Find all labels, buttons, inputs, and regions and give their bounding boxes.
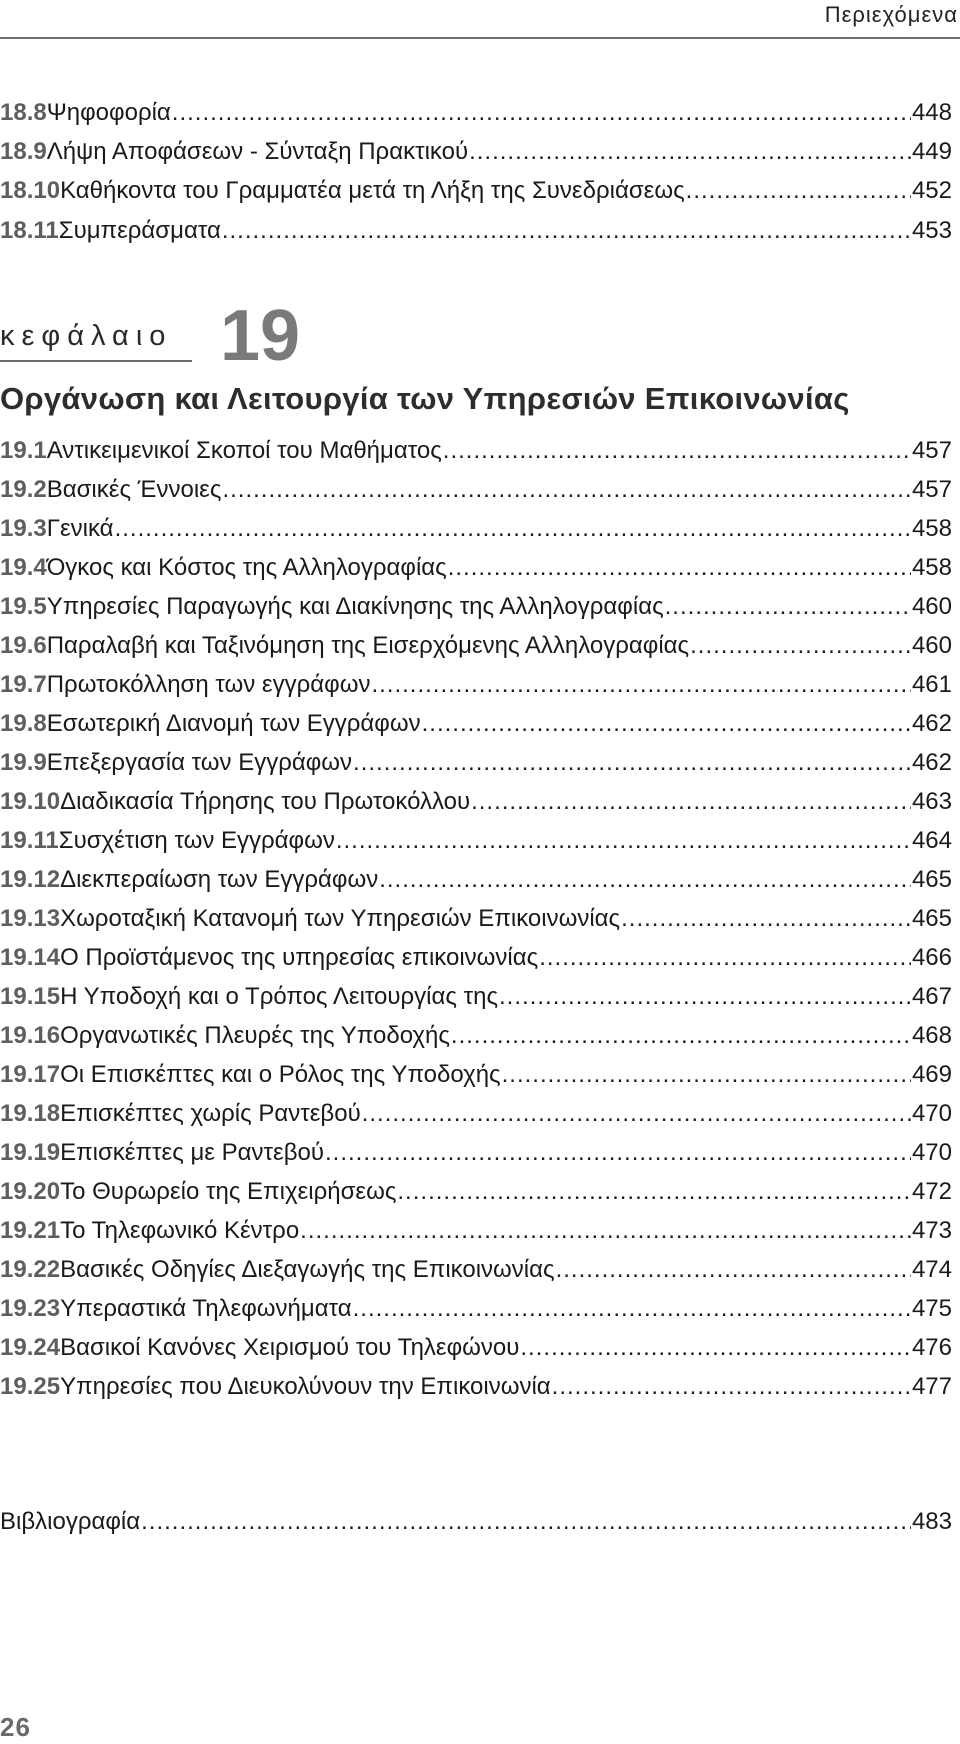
toc-entry[interactable] <box>0 627 952 665</box>
toc-entry-title: Οργανωτικές Πλευρές της Υποδοχής <box>60 1022 450 1049</box>
chapter-number: 19 <box>220 296 301 376</box>
toc-entry-page: 470 <box>911 1139 952 1166</box>
toc-entry-page: 474 <box>911 1256 952 1283</box>
toc-entry-number: 19.16 <box>0 1022 61 1049</box>
toc-entry[interactable] <box>0 978 952 1016</box>
toc-entry[interactable] <box>0 1017 952 1055</box>
toc-entry-page: 453 <box>911 217 952 244</box>
toc-entry-title: Το Θυρωρείο της Επιχειρήσεως <box>60 1178 397 1205</box>
toc-leader-dots <box>448 549 911 587</box>
toc-entry-page: 476 <box>911 1334 952 1361</box>
toc-entry[interactable] <box>0 1290 952 1328</box>
toc-entry-title: Επισκέπτες χωρίς Ραντεβού <box>60 1100 361 1127</box>
toc-leader-dots <box>222 212 911 250</box>
toc-entry-page: 467 <box>911 983 952 1010</box>
toc-leader-dots <box>300 1212 911 1250</box>
toc-entry-page: 473 <box>911 1217 952 1244</box>
toc-entry-title: Καθήκοντα του Γραμματέα μετά τη Λήξη της Συνεδριάσεως <box>60 177 685 204</box>
toc-entry-page: 449 <box>911 138 952 165</box>
toc-entry[interactable] <box>0 588 952 626</box>
toc-entry-page: 463 <box>911 788 952 815</box>
toc-entry-page: 457 <box>911 437 952 464</box>
toc-entry-title: Το Τηλεφωνικό Κέντρο <box>60 1217 300 1244</box>
toc-entry[interactable] <box>0 861 952 899</box>
toc-entry-page: 457 <box>911 476 952 503</box>
toc-entry[interactable] <box>0 1212 952 1250</box>
toc-entry-page: 452 <box>911 177 952 204</box>
toc-entry-title: Αντικειμενικοί Σκοποί του Μαθήματος <box>46 437 442 464</box>
page-number: 26 <box>0 1712 31 1742</box>
toc-entry[interactable] <box>0 432 952 470</box>
toc-leader-dots <box>397 1173 911 1211</box>
toc-entry[interactable] <box>0 822 952 860</box>
toc-entry-number: 19.1 <box>0 437 47 464</box>
toc-entry-page: 472 <box>911 1178 952 1205</box>
running-header: Περιεχόμενα <box>824 2 958 27</box>
toc-entry[interactable] <box>0 549 952 587</box>
toc-entry-number: 19.15 <box>0 983 61 1010</box>
toc-entry[interactable] <box>0 783 952 821</box>
toc-entry-title: Βιβλιογραφία <box>0 1508 141 1535</box>
toc-entry-page: 465 <box>911 866 952 893</box>
toc-entry[interactable] <box>0 1368 952 1406</box>
toc-leader-dots <box>471 783 911 821</box>
toc-entry-page: 465 <box>911 905 952 932</box>
toc-entry[interactable] <box>0 1095 952 1133</box>
toc-entry-title: Λήψη Αποφάσεων - Σύνταξη Πρακτικού <box>46 138 469 165</box>
toc-entry[interactable] <box>0 94 952 132</box>
toc-entry[interactable] <box>0 744 952 782</box>
toc-entry-page: 448 <box>911 99 952 126</box>
toc-leader-dots <box>325 1134 911 1172</box>
chapter-label-rule <box>0 360 192 362</box>
toc-entry-number: 19.10 <box>0 788 61 815</box>
toc-entry-number: 19.19 <box>0 1139 61 1166</box>
toc-entry-page: 460 <box>911 632 952 659</box>
toc-entry-title: Όγκος και Κόστος της Αλληλογραφίας <box>46 554 447 581</box>
toc-entry-page: 462 <box>911 749 952 776</box>
toc-leader-dots <box>665 588 911 626</box>
toc-entry[interactable] <box>0 1251 952 1289</box>
toc-entry-number: 19.13 <box>0 905 61 932</box>
toc-entry[interactable] <box>0 172 952 210</box>
toc-entry-number: 19.20 <box>0 1178 61 1205</box>
toc-entry-title: Ο Προϊστάμενος της υπηρεσίας επικοινωνίας <box>60 944 539 971</box>
toc-entry-title: Εσωτερική Διανομή των Εγγράφων <box>46 710 421 737</box>
toc-leader-dots <box>502 1056 911 1094</box>
toc-leader-dots <box>451 1017 911 1055</box>
toc-entry-title: Συμπεράσματα <box>58 217 221 244</box>
toc-entry-title: Βασικοί Κανόνες Χειρισμού του Τηλεφώνου <box>60 1334 520 1361</box>
toc-entry[interactable] <box>0 900 952 938</box>
toc-entry-number: 19.17 <box>0 1061 61 1088</box>
toc-leader-dots <box>552 1368 911 1406</box>
toc-leader-dots <box>362 1095 911 1133</box>
toc-leader-dots <box>686 172 911 210</box>
toc-entry[interactable] <box>0 705 952 743</box>
toc-entry-page: 468 <box>911 1022 952 1049</box>
toc-entry-title: Η Υποδοχή και ο Τρόπος Λειτουργίας της <box>60 983 499 1010</box>
toc-entry-title: Υπηρεσίες που Διευκολύνουν την Επικοινωνία <box>60 1373 551 1400</box>
toc-entry-number: 19.21 <box>0 1217 61 1244</box>
toc-entry-number: 18.11 <box>0 217 59 244</box>
toc-entry-page: 458 <box>911 515 952 542</box>
toc-entry-page: 460 <box>911 593 952 620</box>
toc-entry-page: 464 <box>911 827 952 854</box>
toc-entry-number: 19.7 <box>0 671 47 698</box>
toc-entry[interactable] <box>0 939 952 977</box>
toc-entry-title: Επεξεργασία των Εγγράφων <box>46 749 353 776</box>
toc-entry-number: 19.9 <box>0 749 47 776</box>
toc-leader-dots <box>379 861 911 899</box>
toc-entry-title: Βασικές Οδηγίες Διεξαγωγής της Επικοινωνίας <box>60 1256 555 1283</box>
toc-entry[interactable] <box>0 666 952 704</box>
toc-entry-page: 458 <box>911 554 952 581</box>
toc-entry-bibliography[interactable] <box>0 1502 952 1542</box>
toc-entry-page: 461 <box>911 671 952 698</box>
toc-entry[interactable] <box>0 1056 952 1094</box>
toc-entry-number: 19.3 <box>0 515 47 542</box>
toc-entry-title: Διεκπεραίωση των Εγγράφων <box>60 866 379 893</box>
toc-entry-title: Βασικές Έννοιες <box>46 476 222 503</box>
toc-entry-page: 462 <box>911 710 952 737</box>
toc-leader-dots <box>539 939 911 977</box>
chapter-title: Οργάνωση και Λειτουργία των Υπηρεσιών Επικοινωνίας <box>0 381 850 416</box>
toc-entry-number: 19.2 <box>0 476 47 503</box>
header-rule <box>0 37 960 39</box>
toc-entry[interactable] <box>0 1134 952 1172</box>
toc-entry-number: 19.25 <box>0 1373 61 1400</box>
toc-entry[interactable] <box>0 471 952 509</box>
toc-entry-number: 19.11 <box>0 827 59 854</box>
toc-entry-number: 19.5 <box>0 593 47 620</box>
toc-entry-number: 19.18 <box>0 1100 61 1127</box>
toc-entry-title: Συσχέτιση των Εγγράφων <box>58 827 335 854</box>
toc-entry-title: Γενικά <box>46 515 114 542</box>
toc-entry-number: 19.14 <box>0 944 61 971</box>
toc-entry-title: Διαδικασία Τήρησης του Πρωτοκόλλου <box>60 788 471 815</box>
toc-entry-title: Πρωτοκόλληση των εγγράφων <box>46 671 371 698</box>
toc-entry[interactable] <box>0 1173 952 1211</box>
toc-leader-dots <box>520 1329 911 1367</box>
toc-leader-dots <box>443 432 911 470</box>
toc-entry-page: 475 <box>911 1295 952 1322</box>
toc-leader-dots <box>115 510 911 548</box>
toc-entry-title: Παραλαβή και Ταξινόμηση της Εισερχόμενης Αλληλογραφίας <box>46 632 690 659</box>
toc-entry-page: 469 <box>911 1061 952 1088</box>
toc-entry-title: Υπεραστικά Τηλεφωνήματα <box>60 1295 352 1322</box>
toc-entry-title: Οι Επισκέπτες και ο Ρόλος της Υποδοχής <box>60 1061 501 1088</box>
toc-entry-number: 19.4 <box>0 554 47 581</box>
toc-entry-title: Χωροταξική Κατανομή των Υπηρεσιών Επικοινωνίας <box>60 905 621 932</box>
chapter-label: κεφάλαιο <box>0 320 173 352</box>
toc-entry-number: 18.9 <box>0 138 47 165</box>
toc-entry[interactable] <box>0 510 952 548</box>
toc-leader-dots <box>621 900 911 938</box>
toc-entry-page: 483 <box>911 1508 952 1535</box>
toc-entry-number: 19.22 <box>0 1256 61 1283</box>
toc-leader-dots <box>172 94 911 132</box>
toc-leader-dots <box>371 666 911 704</box>
toc-leader-dots <box>353 744 911 782</box>
toc-entry-title: Επισκέπτες με Ραντεβού <box>60 1139 324 1166</box>
toc-entry-number: 19.24 <box>0 1334 61 1361</box>
toc-entry-title: Ψηφοφορία <box>46 99 171 126</box>
toc-leader-dots <box>422 705 911 743</box>
toc-entry-number: 18.10 <box>0 177 61 204</box>
toc-entry-title: Υπηρεσίες Παραγωγής και Διακίνησης της Αλληλογραφίας <box>46 593 664 620</box>
toc-leader-dots <box>690 627 911 665</box>
toc-leader-dots <box>336 822 911 860</box>
toc-entry-page: 466 <box>911 944 952 971</box>
toc-entry-number: 19.23 <box>0 1295 61 1322</box>
toc-leader-dots <box>353 1290 911 1328</box>
toc-entry-page: 470 <box>911 1100 952 1127</box>
toc-entry[interactable] <box>0 133 952 171</box>
toc-leader-dots <box>469 133 911 171</box>
toc-leader-dots <box>499 978 911 1016</box>
toc-entry-number: 19.12 <box>0 866 61 893</box>
toc-entry-number: 18.8 <box>0 99 47 126</box>
toc-entry-number: 19.6 <box>0 632 47 659</box>
toc-entry[interactable] <box>0 212 952 250</box>
toc-entry[interactable] <box>0 1329 952 1367</box>
toc-entry-number: 19.8 <box>0 710 47 737</box>
toc-leader-dots <box>222 471 911 509</box>
toc-leader-dots <box>141 1502 911 1542</box>
toc-entry-page: 477 <box>911 1373 952 1400</box>
toc-leader-dots <box>556 1251 911 1289</box>
